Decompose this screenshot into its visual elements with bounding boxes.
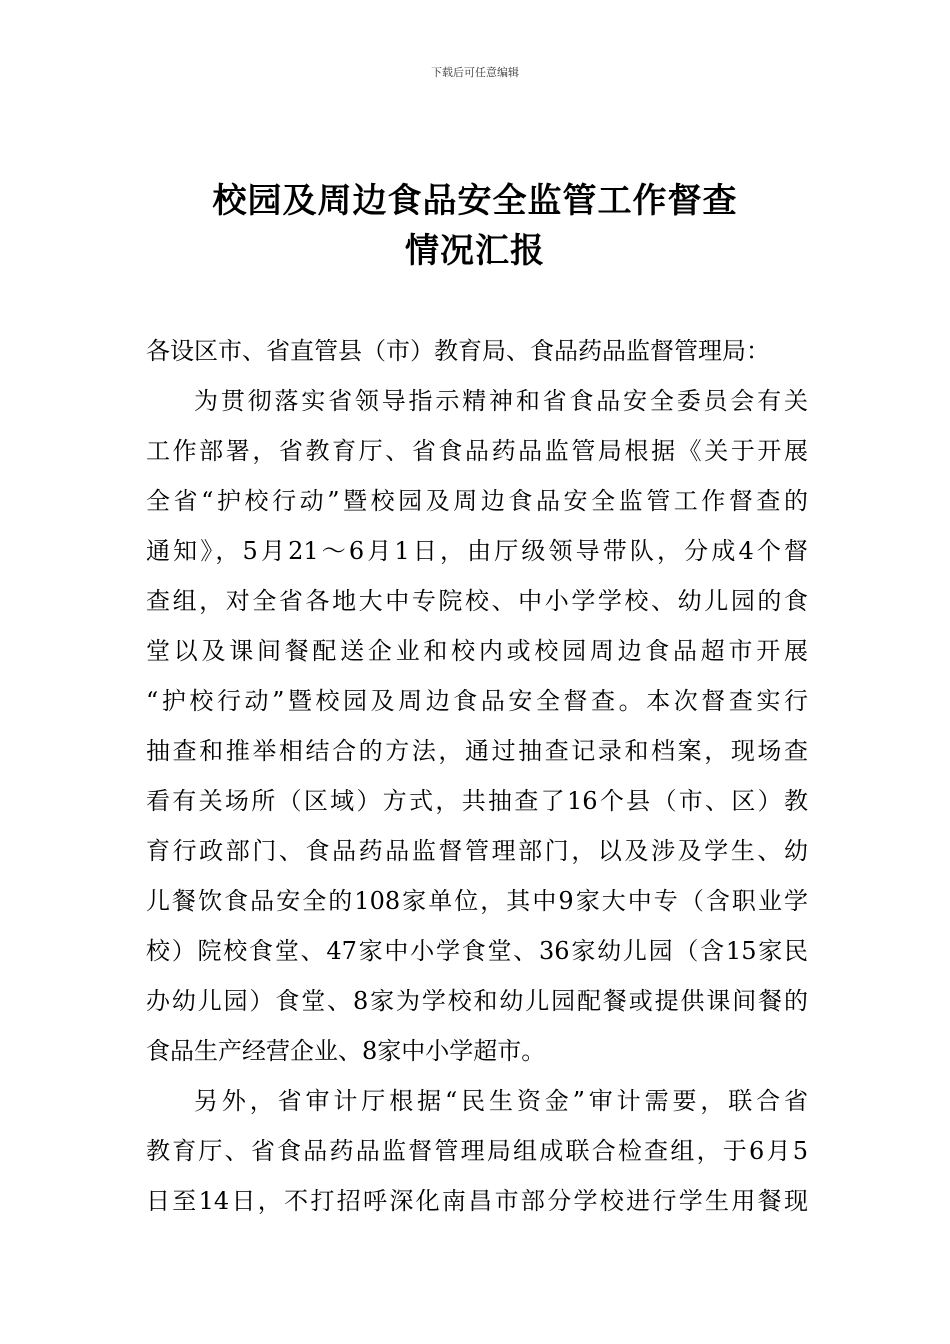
paragraph-line: 食品生产经营企业、8家中小学超市。	[146, 1037, 546, 1065]
paragraph-line: 抽查和推举相结合的方法，通过抽查记录和档案，现场查	[146, 737, 808, 765]
paragraph-line: 全省“护校行动”暨校园及周边食品安全监管工作督查的	[146, 487, 808, 515]
paragraph-line: 为贯彻落实省领导指示精神和省食品安全委员会有关	[194, 387, 808, 415]
paragraph-line: 儿餐饮食品安全的108家单位，其中9家大中专（含职业学	[146, 887, 808, 915]
paragraph-line: 育行政部门、食品药品监督管理部门，以及涉及学生、幼	[146, 837, 808, 865]
paragraph-line: 办幼儿园）食堂、8家为学校和幼儿园配餐或提供课间餐的	[146, 987, 808, 1015]
title-line-1: 校园及周边食品安全监管工作督查	[212, 181, 738, 221]
paragraph-line: 看有关场所（区域）方式，共抽查了16个县（市、区）教	[146, 787, 808, 815]
document-title	[0, 176, 950, 276]
paragraph-line: 通知》，5月21～6月1日，由厅级领导带队，分成4个督	[146, 537, 808, 565]
document-body	[146, 326, 808, 1226]
header-note: 下载后可任意编辑	[431, 66, 519, 79]
salutation: 各设区市、省直管县（市）教育局、食品药品监督管理局：	[146, 337, 770, 365]
paragraph-line: 校）院校食堂、47家中小学食堂、36家幼儿园（含15家民	[146, 937, 808, 965]
paragraph-line: 日至14日，不打招呼深化南昌市部分学校进行学生用餐现	[146, 1187, 808, 1215]
paragraph-line: 教育厅、省食品药品监督管理局组成联合检查组，于6月5	[146, 1137, 808, 1165]
paragraph-line: 另外，省审计厅根据“民生资金”审计需要，联合省	[194, 1087, 808, 1115]
title-line-2: 情况汇报	[405, 231, 545, 271]
paragraph-line: “护校行动”暨校园及周边食品安全督查。本次督查实行	[146, 687, 808, 715]
paragraph-line: 查组，对全省各地大中专院校、中小学学校、幼儿园的食	[146, 587, 808, 615]
paragraph-line: 堂以及课间餐配送企业和校内或校园周边食品超市开展	[146, 637, 808, 665]
paragraph-line: 工作部署，省教育厅、省食品药品监管局根据《关于开展	[146, 437, 808, 465]
paragraph-1	[146, 376, 808, 1076]
paragraph-2	[146, 1076, 808, 1226]
